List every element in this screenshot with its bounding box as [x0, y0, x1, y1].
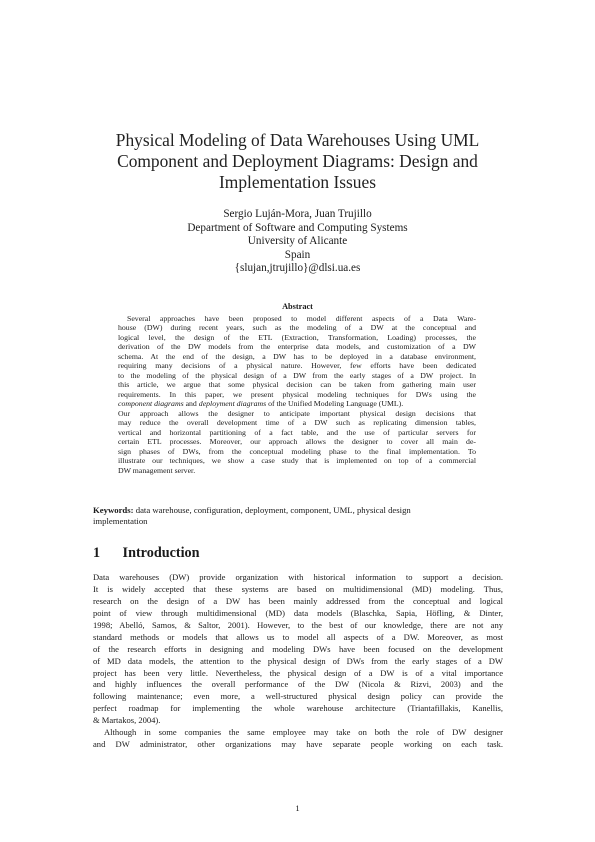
abstract-line: logical level, the design of the ETL (Extraction, Transformation, Loading) processes, the	[118, 332, 476, 342]
body-line: It is widely accepted that these systems are based on multidimensional (MD) modeling. Thus,	[93, 583, 503, 594]
author-email: {slujan,jtrujillo}@dlsi.ua.es	[234, 262, 361, 275]
author-names: Sergio Luján-Mora, Juan Trujillo	[223, 208, 372, 220]
section-heading	[93, 545, 503, 562]
keywords-text: data warehouse, configuration, deployment, component, UML, physical design	[135, 505, 411, 515]
paper-title	[100, 130, 495, 193]
body-line: research on the design of a DW has been mainly addressed from the conceptual and logical	[93, 595, 503, 606]
abstract-italic-term: component diagrams	[118, 399, 184, 409]
abstract-line: derivation of the DW models from the enterprise data models, and customization of a DW	[118, 342, 476, 352]
author-country: Spain	[284, 248, 311, 261]
author-department: Department of Software and Computing Systems	[187, 221, 408, 234]
abstract-line: vertical and horizontal partitioning of a fact table, and the use of particular servers for	[118, 427, 476, 437]
abstract-text-segment: and	[185, 399, 197, 409]
keywords-block	[93, 505, 503, 527]
keywords-text-continued: implementation	[93, 515, 148, 526]
author-university: University of Alicante	[247, 235, 348, 248]
abstract-line: this article, we argue that some physical decision can be taken from gathering main user	[118, 380, 476, 390]
body-line: standard methods or models that allows us to model all aspects of a DW. Moreover, as most	[93, 631, 503, 642]
abstract-line: schema. At the end of the design, a DW has to be deployed in a database environment,	[118, 351, 476, 361]
abstract-line: requirements. In this paper, we present physical modeling techniques for DWs using the	[118, 389, 476, 399]
abstract-body	[118, 314, 476, 475]
abstract-line: DW management server.	[118, 465, 196, 475]
title-line: Physical Modeling of Data Warehouses Using UML	[115, 130, 480, 150]
section-number: 1	[93, 545, 101, 561]
abstract-italic-term: deployment diagrams	[198, 399, 267, 409]
page-number: 1	[295, 803, 300, 813]
body-line: Although in some companies the same employee may take on both the role of DW designer	[104, 727, 503, 738]
abstract-text-segment: of the Unified Modeling Language (UML).	[268, 399, 404, 409]
abstract-heading: Abstract	[282, 302, 313, 311]
abstract-line: certain ETL processes. Moreover, our approach allows the designer to cover all main de-	[118, 437, 476, 447]
title-line: Implementation Issues	[219, 172, 376, 192]
body-line: and DW administrator, other organizations may have separate people working on each task.	[93, 739, 503, 750]
body-line: and highly influences the overall performance of the DW (Nicola & Rizvi, 2003) and the	[93, 679, 503, 690]
body-line: & Martakos, 2004).	[93, 715, 161, 726]
abstract-line: illustrate our techniques, we show a case study that is implemented on top of a commercial	[118, 456, 476, 466]
body-line: Data warehouses (DW) provide organization with historical information to support a decision.	[93, 572, 503, 582]
abstract-line: may reduce the overall development time of a DW such as replicating dimension tables,	[118, 418, 476, 428]
abstract-line: to the modeling of the physical design of a DW from the early stages of a DW project. In	[118, 370, 476, 380]
keywords-label: Keywords:	[93, 505, 134, 515]
abstract-line: Our approach allows the designer to anticipate important physical design decisions that	[118, 408, 476, 418]
abstract-line: requiring many decisions of a physical nature. However, few efforts have been dedicated	[118, 361, 476, 371]
abstract-line: sign phases of DWs, from the conceptual modeling phase to the final implementation. To	[118, 446, 476, 456]
body-line: 1998; Abelló, Samos, & Saltor, 2001). However, to the best of our knowledge, there are not any	[93, 619, 503, 630]
body-line: project has been very little. Nevertheless, the physical design of a DW is of a vital importance	[93, 667, 503, 678]
body-line: perfect roadmap for implementing the whole warehouse architecture (Triantafillakis, Kanellis,	[93, 703, 503, 714]
body-line: following maintenance; even more, a well-structured physical design policy can provide the	[93, 691, 503, 702]
abstract-line: house (DW) during recent years, such as the modeling of a DW at the conceptual and	[118, 323, 476, 333]
author-block	[100, 208, 495, 276]
body-line: of the research efforts in designing and modeling DWs have been focused on the development	[93, 643, 503, 654]
body-line: of MD data models, the attention to the physical design of DWs from the early stages of a DW	[93, 655, 503, 666]
abstract-line-mixed	[118, 399, 476, 408]
body-line: point of view through multidimensional (MD) data models (Blaschka, Sapia, Höfling, & Dinter,	[93, 607, 503, 618]
title-line: Component and Deployment Diagrams: Design and	[117, 151, 478, 171]
introduction-body	[93, 572, 503, 751]
abstract-line: Several approaches have been proposed to model different aspects of a Data Ware-	[127, 314, 476, 323]
section-title: Introduction	[122, 545, 200, 561]
